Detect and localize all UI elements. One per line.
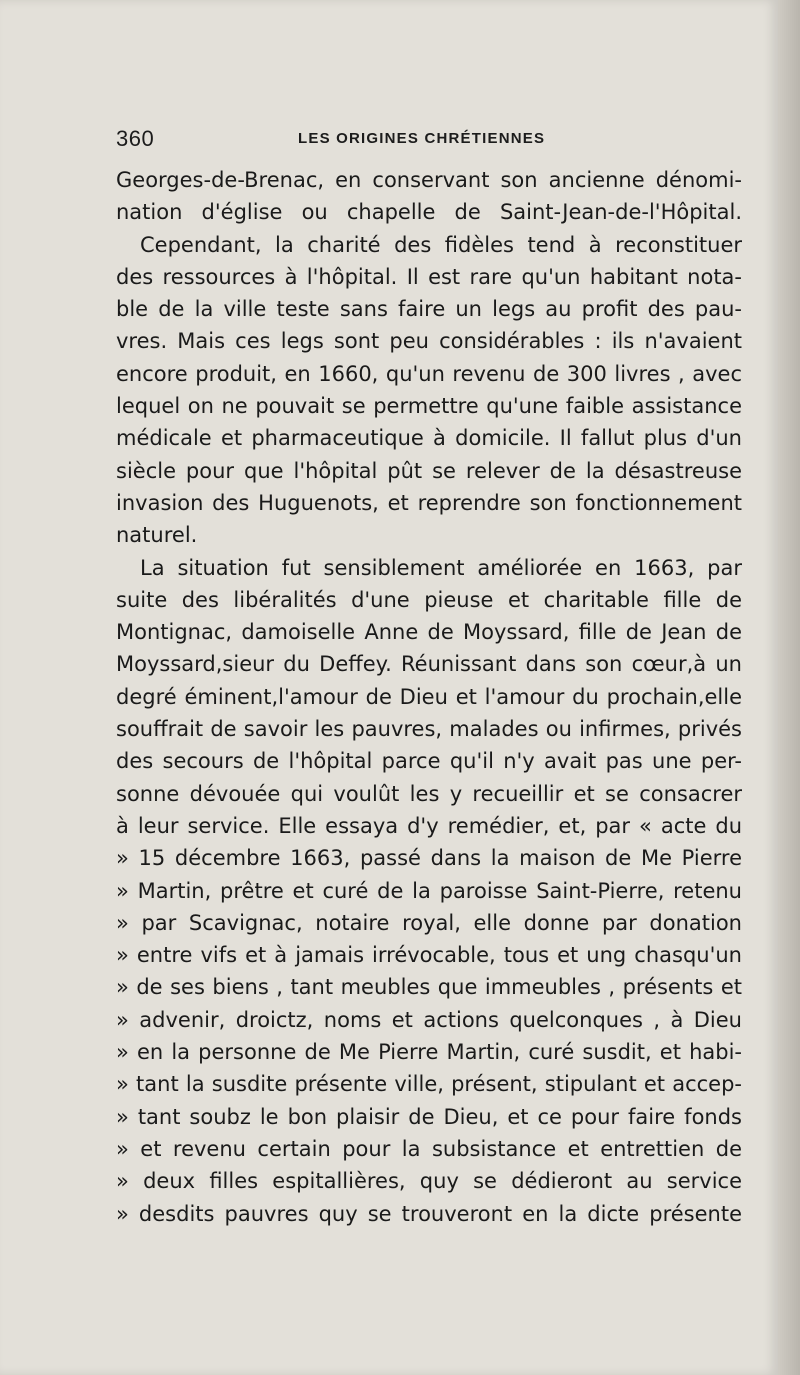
text-line: » et revenu certain pour la subsistance et entrettien de	[116, 1136, 742, 1161]
text-line: La situation fut sensiblement améliorée en 1663, par	[140, 555, 742, 580]
text-line: des secours de l'hôpital parce qu'il n'y avait pas une per-	[116, 749, 742, 774]
text-line: encore produit, en 1660, qu'un revenu de 300 livres , avec	[116, 361, 742, 386]
text-line: ble de la ville teste sans faire un legs au profit des pau-	[116, 297, 742, 322]
text-line: nation d'église ou chapelle de Saint-Jean-de-l'Hôpital.	[116, 200, 742, 225]
text-line: » de ses biens , tant meubles que immeubles , présents et	[116, 975, 742, 1000]
text-line: des ressources à l'hôpital. Il est rare qu'un habitant nota-	[116, 264, 742, 289]
text-line: lequel on ne pouvait se permettre qu'une faible assistance	[116, 394, 742, 419]
text-line: Montignac, damoiselle Anne de Moyssard, fille de Jean de	[116, 620, 742, 645]
text-line: degré éminent,l'amour de Dieu et l'amour du prochain,elle	[116, 684, 742, 709]
page-header	[116, 126, 740, 154]
text-line: Cependant, la charité des fidèles tend à reconstituer	[140, 232, 742, 257]
text-line: naturel.	[116, 523, 198, 548]
text-body	[116, 164, 742, 1230]
text-line: » tant soubz le bon plaisir de Dieu, et ce pour faire fonds	[116, 1104, 742, 1129]
text-line: » en la personne de Me Pierre Martin, curé susdit, et habi-	[116, 1040, 742, 1065]
text-line: » 15 décembre 1663, passé dans la maison de Me Pierre	[116, 846, 742, 871]
text-line: siècle pour que l'hôpital pût se relever de la désastreuse	[116, 458, 742, 483]
page-edge	[778, 0, 800, 1375]
text-line: invasion des Huguenots, et reprendre son fonctionnement	[116, 490, 742, 515]
text-line: Moyssard,sieur du Deffey. Réunissant dans son cœur,à un	[116, 652, 742, 677]
text-line: à leur service. Elle essaya d'y remédier, et, par « acte du	[116, 813, 742, 838]
text-line: médicale et pharmaceutique à domicile. Il fallut plus d'un	[116, 426, 742, 451]
text-line: vres. Mais ces legs sont peu considérables : ils n'avaient	[116, 329, 742, 354]
text-line: » desdits pauvres quy se trouveront en la dicte présente	[116, 1201, 742, 1226]
text-line: souffrait de savoir les pauvres, malades ou infirmes, privés	[116, 717, 742, 742]
text-line: Georges-de-Brenac, en conservant son ancienne dénomi-	[116, 168, 742, 192]
page-number: 360	[116, 126, 155, 151]
text-line: suite des libéralités d'une pieuse et charitable fille de	[116, 587, 742, 612]
running-title: LES ORIGINES CHRÉTIENNES	[298, 130, 546, 147]
text-line: » advenir, droictz, noms et actions quelconques , à Dieu	[116, 1007, 742, 1032]
text-line: » par Scavignac, notaire royal, elle donne par donation	[116, 910, 742, 935]
text-line: » entre vifs et à jamais irrévocable, tous et ung chasqu'un	[116, 943, 742, 968]
text-line: » Martin, prêtre et curé de la paroisse Saint-Pierre, retenu	[116, 878, 742, 903]
text-line: » tant la susdite présente ville, présent, stipulant et accep-	[116, 1072, 742, 1097]
text-line: sonne dévouée qui voulût les y recueillir et se consacrer	[116, 781, 742, 806]
text-line: » deux filles espitallières, quy se dédieront au service	[116, 1169, 742, 1194]
